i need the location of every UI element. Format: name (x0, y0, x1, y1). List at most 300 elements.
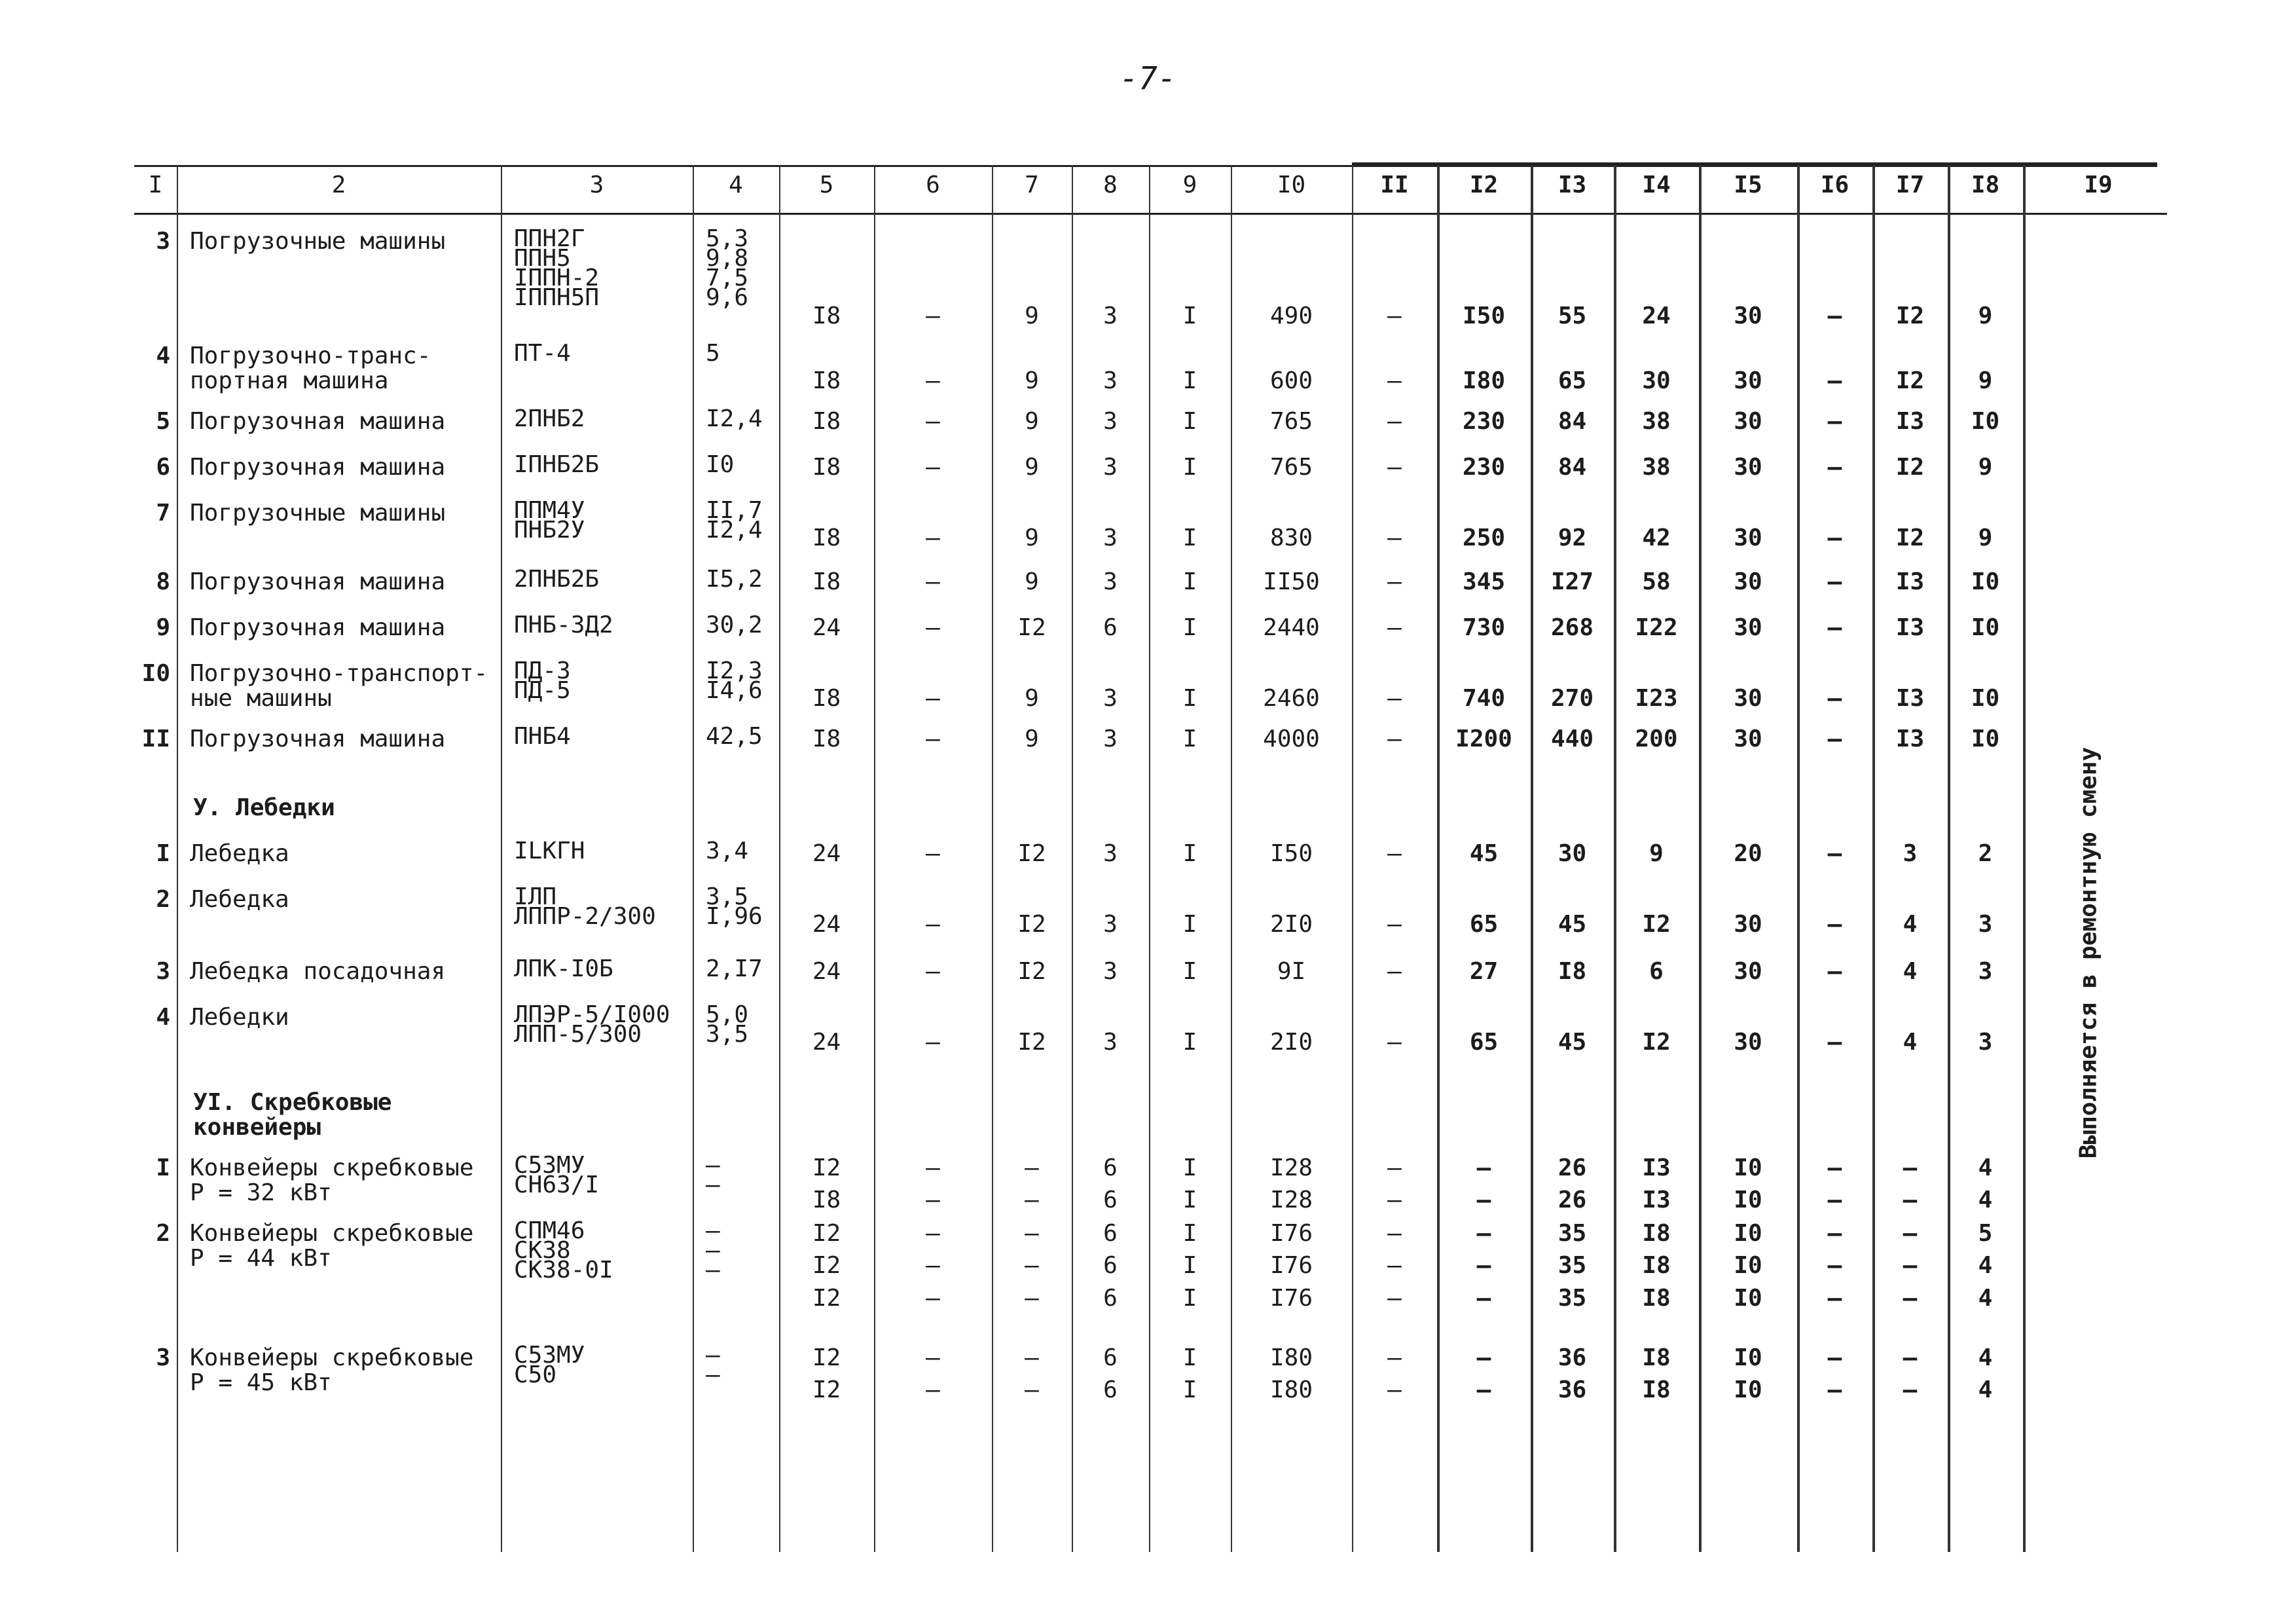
value-cell: 765 (1269, 454, 1313, 481)
value-cell: 740 (1462, 685, 1506, 712)
value-cell: – (706, 1361, 720, 1388)
value-cell: 9,8 (706, 245, 749, 272)
value-cell: 2I0 (1269, 1029, 1313, 1056)
column-header: I0 (1277, 172, 1306, 198)
row-number: 5 (156, 408, 170, 435)
column-header: I8 (1971, 172, 2000, 198)
value-cell: – (1827, 1252, 1842, 1280)
model-code: ЛПП-5/300 (514, 1021, 642, 1048)
value-cell: I (1182, 408, 1197, 435)
value-cell: – (1903, 1284, 1918, 1312)
value-cell: – (706, 1152, 720, 1179)
value-cell: – (926, 1220, 940, 1247)
value-cell: I (1182, 1187, 1197, 1214)
value-cell: I0 (1971, 408, 2000, 435)
row-number: 6 (156, 454, 170, 481)
value-cell: – (1827, 1154, 1842, 1181)
value-cell: 6 (1649, 958, 1664, 985)
value-cell: I (1182, 1154, 1197, 1181)
column-header: I2 (1469, 172, 1499, 198)
value-cell: 3 (1978, 1029, 1993, 1056)
value-cell: 5,0 (706, 1001, 749, 1028)
column-header: 4 (729, 172, 743, 198)
value-cell: I76 (1269, 1220, 1313, 1247)
item-name: Погрузочно-транспорт- (190, 660, 488, 687)
value-cell: 58 (1642, 568, 1671, 595)
model-code: СК38-0I (514, 1257, 613, 1283)
column-header: 5 (819, 172, 834, 198)
value-cell: 6 (1103, 1376, 1118, 1404)
value-cell: – (1387, 1284, 1402, 1312)
value-cell: – (1827, 408, 1842, 435)
value-cell: 4000 (1263, 726, 1320, 752)
item-name: Лебедки (190, 1004, 289, 1031)
item-name: Погрузочная машина (190, 726, 446, 752)
value-cell: 30 (1734, 614, 1762, 641)
side-note (2069, 747, 2108, 1159)
value-cell: – (1387, 1220, 1402, 1247)
value-cell: I2,4 (706, 517, 763, 544)
value-cell: 20 (1734, 840, 1762, 867)
row-number: I (156, 1154, 170, 1181)
value-cell: 3 (1103, 367, 1118, 394)
value-cell: 3,5 (706, 883, 749, 910)
value-cell: 24 (812, 958, 841, 985)
value-cell: 35 (1558, 1220, 1587, 1247)
value-cell: I8 (812, 685, 841, 712)
value-cell: – (1476, 1344, 1491, 1371)
model-code: ПД-3 (514, 657, 571, 684)
value-cell: – (926, 1376, 940, 1404)
value-cell: – (1387, 367, 1402, 394)
value-cell: I0 (1734, 1187, 1762, 1214)
value-cell: 230 (1462, 454, 1506, 481)
value-cell: 3 (1103, 1029, 1118, 1056)
value-cell: 5 (1978, 1220, 1993, 1247)
value-cell: I27 (1550, 568, 1594, 595)
row-number: 8 (156, 568, 170, 595)
value-cell: 30 (1734, 568, 1762, 595)
value-cell: 3 (1103, 911, 1118, 938)
value-cell: I8 (812, 726, 841, 752)
value-cell: I3 (1895, 614, 1925, 641)
value-cell: – (926, 1252, 940, 1280)
value-cell: I (1182, 1376, 1197, 1404)
value-cell: I76 (1269, 1284, 1313, 1312)
row-number: 3 (156, 1344, 170, 1371)
value-cell: 9 (1025, 408, 1039, 435)
value-cell: 9 (1978, 525, 1993, 551)
column-header: 9 (1182, 172, 1197, 198)
value-cell: – (1387, 568, 1402, 595)
model-code: ППМ4У (514, 497, 585, 524)
value-cell: I8 (1642, 1284, 1671, 1312)
value-cell: I8 (812, 525, 841, 551)
value-cell: – (1827, 568, 1842, 595)
value-cell: 3 (1903, 840, 1918, 867)
value-cell: – (1476, 1154, 1491, 1181)
item-name: Погрузочные машины (190, 228, 446, 255)
value-cell: 600 (1269, 367, 1313, 394)
value-cell: – (706, 1257, 720, 1283)
column-header: II (1380, 172, 1409, 198)
value-cell: 4 (1978, 1154, 1993, 1181)
column-header: I3 (1558, 172, 1587, 198)
value-cell: – (1827, 958, 1842, 985)
value-cell: I80 (1462, 367, 1506, 394)
value-cell: – (1903, 1154, 1918, 1181)
value-cell: – (1387, 525, 1402, 551)
value-cell: 6 (1103, 1284, 1118, 1312)
model-code: ILKГН (514, 838, 585, 864)
value-cell: 3 (1103, 408, 1118, 435)
value-cell: I (1182, 367, 1197, 394)
value-cell: – (926, 1344, 940, 1371)
value-cell: 3 (1103, 454, 1118, 481)
value-cell: I0 (1971, 568, 2000, 595)
value-cell: 30,2 (706, 612, 763, 638)
model-code: ЛПЭР-5/I000 (514, 1001, 670, 1028)
value-cell: I (1182, 1029, 1197, 1056)
value-cell: 5,3 (706, 225, 749, 252)
value-cell: 27 (1469, 958, 1499, 985)
value-cell: 38 (1642, 408, 1671, 435)
item-name: Погрузочные машины (190, 500, 446, 526)
column-rule (177, 165, 178, 1552)
value-cell: 30 (1734, 726, 1762, 752)
value-cell: – (926, 1284, 940, 1312)
value-cell: – (926, 911, 940, 938)
value-cell: 6 (1103, 1344, 1118, 1371)
value-cell: 9 (1978, 367, 1993, 394)
value-cell: 3,4 (706, 838, 749, 864)
value-cell: I2 (1642, 911, 1671, 938)
value-cell: – (1025, 1376, 1039, 1404)
value-cell: – (1827, 1029, 1842, 1056)
value-cell: I2 (1017, 958, 1046, 985)
row-number: I (156, 840, 170, 867)
column-header: I5 (1734, 172, 1762, 198)
value-cell: I (1182, 958, 1197, 985)
value-cell: – (1025, 1220, 1039, 1247)
value-cell: 3,5 (706, 1021, 749, 1048)
value-cell: I50 (1462, 303, 1506, 329)
item-name: Погрузочная машина (190, 408, 446, 435)
value-cell: 4 (1903, 1029, 1918, 1056)
value-cell: I (1182, 685, 1197, 712)
value-cell: 830 (1269, 525, 1313, 551)
column-header: 8 (1103, 172, 1118, 198)
value-cell: 24 (1642, 303, 1671, 329)
value-cell: – (1476, 1376, 1491, 1404)
value-cell: I8 (1642, 1252, 1671, 1280)
column-header: 2 (331, 172, 346, 198)
value-cell: 9 (1025, 726, 1039, 752)
value-cell: 3 (1103, 958, 1118, 985)
column-header: I6 (1820, 172, 1850, 198)
column-rule (693, 165, 694, 1552)
value-cell: 36 (1558, 1344, 1587, 1371)
value-cell: 2 (1978, 840, 1993, 867)
value-cell: – (1387, 840, 1402, 867)
value-cell: 24 (812, 911, 841, 938)
row-number: I0 (141, 660, 170, 687)
value-cell: 5 (706, 340, 720, 367)
value-cell: – (1476, 1220, 1491, 1247)
value-cell: 4 (1903, 911, 1918, 938)
value-cell: I5,2 (706, 566, 763, 593)
value-cell: 9 (1025, 525, 1039, 551)
value-cell: – (1827, 685, 1842, 712)
model-code: ЛПК-I0Б (514, 955, 613, 982)
value-cell: – (1903, 1252, 1918, 1280)
value-cell: I0 (1734, 1284, 1762, 1312)
value-cell: I (1182, 1284, 1197, 1312)
model-code: IППН5П (514, 284, 600, 311)
value-cell: 3 (1103, 568, 1118, 595)
value-cell: I (1182, 614, 1197, 641)
value-cell: – (926, 303, 940, 329)
value-cell: – (1476, 1252, 1491, 1280)
value-cell: 45 (1558, 1029, 1587, 1056)
value-cell: 45 (1469, 840, 1499, 867)
value-cell: I2 (812, 1154, 841, 1181)
value-cell: 24 (812, 614, 841, 641)
value-cell: I28 (1269, 1154, 1313, 1181)
value-cell: 3 (1103, 685, 1118, 712)
value-cell: – (1903, 1220, 1918, 1247)
value-cell: 30 (1734, 685, 1762, 712)
value-cell: I0 (706, 451, 735, 478)
value-cell: I2 (812, 1344, 841, 1371)
model-code: 2ПНБ2Б (514, 566, 600, 593)
value-cell: 4 (1978, 1284, 1993, 1312)
value-cell: I,96 (706, 903, 763, 930)
value-cell: I (1182, 1252, 1197, 1280)
model-code: ПНБ4 (514, 723, 571, 750)
column-header: 6 (926, 172, 940, 198)
section-heading: У. Лебедки (193, 794, 335, 821)
value-cell: – (926, 1029, 940, 1056)
value-cell: – (1387, 1187, 1402, 1214)
value-cell: 35 (1558, 1284, 1587, 1312)
value-cell: II,7 (706, 497, 763, 524)
value-cell: I8 (1558, 958, 1587, 985)
model-code: ППН2Г (514, 225, 585, 252)
value-cell: 36 (1558, 1376, 1587, 1404)
value-cell: 30 (1734, 303, 1762, 329)
value-cell: I2 (1895, 525, 1925, 551)
value-cell: 65 (1558, 367, 1587, 394)
value-cell: I3 (1895, 568, 1925, 595)
value-cell: I23 (1635, 685, 1678, 712)
value-cell: 2I0 (1269, 911, 1313, 938)
value-cell: 9 (1025, 454, 1039, 481)
item-name: портная машина (190, 367, 389, 394)
column-header: 3 (589, 172, 604, 198)
model-code: С53МУ (514, 1152, 585, 1179)
value-cell: 30 (1734, 911, 1762, 938)
value-cell: I0 (1734, 1252, 1762, 1280)
value-cell: – (1827, 1344, 1842, 1371)
model-code: IЛП (514, 883, 557, 910)
value-cell: I50 (1269, 840, 1313, 867)
value-cell: I4,6 (706, 677, 763, 704)
column-header: I7 (1895, 172, 1925, 198)
value-cell: I (1182, 1220, 1197, 1247)
value-cell: – (1827, 911, 1842, 938)
value-cell: 38 (1642, 454, 1671, 481)
row-number: 3 (156, 958, 170, 985)
value-cell: 6 (1103, 1252, 1118, 1280)
row-number: 9 (156, 614, 170, 641)
value-cell: I8 (812, 454, 841, 481)
value-cell: – (1025, 1252, 1039, 1280)
value-cell: 3 (1103, 525, 1118, 551)
value-cell: – (706, 1172, 720, 1198)
item-name: P = 32 кВт (190, 1179, 332, 1206)
value-cell: 4 (1978, 1344, 1993, 1371)
value-cell: I2 (1017, 840, 1046, 867)
value-cell: I2 (1017, 614, 1046, 641)
model-code: ЛППР-2/300 (514, 903, 656, 930)
value-cell: I3 (1642, 1154, 1671, 1181)
value-cell: – (926, 367, 940, 394)
value-cell: 30 (1734, 367, 1762, 394)
value-cell: I8 (812, 303, 841, 329)
model-code: С50 (514, 1361, 557, 1388)
value-cell: I8 (1642, 1344, 1671, 1371)
value-cell: 30 (1642, 367, 1671, 394)
value-cell: I8 (812, 408, 841, 435)
value-cell: 3 (1978, 958, 1993, 985)
value-cell: – (1476, 1187, 1491, 1214)
value-cell: – (1387, 1252, 1402, 1280)
value-cell: – (926, 1187, 940, 1214)
row-number: 2 (156, 886, 170, 913)
value-cell: – (1387, 1029, 1402, 1056)
value-cell: I2,3 (706, 657, 763, 684)
value-cell: 9 (1025, 367, 1039, 394)
value-cell: I80 (1269, 1376, 1313, 1404)
value-cell: – (926, 454, 940, 481)
value-cell: I2 (1642, 1029, 1671, 1056)
value-cell: 6 (1103, 1154, 1118, 1181)
item-name: Лебедка (190, 886, 289, 913)
value-cell: – (1387, 726, 1402, 752)
value-cell: – (1903, 1344, 1918, 1371)
value-cell: 4 (1978, 1187, 1993, 1214)
value-cell: 26 (1558, 1154, 1587, 1181)
value-cell: 3 (1978, 911, 1993, 938)
value-cell: 4 (1903, 958, 1918, 985)
model-code: ПНБ-3Д2 (514, 612, 613, 638)
value-cell: – (1025, 1154, 1039, 1181)
value-cell: I76 (1269, 1252, 1313, 1280)
value-cell: – (926, 408, 940, 435)
value-cell: 9I (1277, 958, 1306, 985)
item-name: Погрузочная машина (190, 614, 446, 641)
value-cell: 2460 (1263, 685, 1320, 712)
value-cell: 30 (1558, 840, 1587, 867)
page-number: -7- (1120, 60, 1176, 97)
column-header: I4 (1642, 172, 1671, 198)
value-cell: I2 (812, 1284, 841, 1312)
model-code: СПМ46 (514, 1217, 585, 1244)
value-cell: – (1387, 1154, 1402, 1181)
value-cell: – (1827, 367, 1842, 394)
value-cell: 230 (1462, 408, 1506, 435)
value-cell: I2 (1895, 454, 1925, 481)
value-cell: – (1387, 685, 1402, 712)
value-cell: II50 (1263, 568, 1320, 595)
value-cell: – (1827, 840, 1842, 867)
item-name: Конвейеры скребковые (190, 1220, 474, 1247)
side-note-text: Выполняется в ремонтную смену (2075, 747, 2102, 1159)
section-heading: УI. Скребковые конвейеры (193, 1089, 392, 1141)
value-cell: 9 (1025, 303, 1039, 329)
item-name: ные машины (190, 685, 332, 712)
value-cell: 6 (1103, 1187, 1118, 1214)
item-name: P = 44 кВт (190, 1245, 332, 1272)
value-cell: I8 (812, 367, 841, 394)
value-cell: 9 (1025, 568, 1039, 595)
value-cell: – (926, 726, 940, 752)
value-cell: I8 (812, 1187, 841, 1214)
value-cell: 2,I7 (706, 955, 763, 982)
column-rule (2023, 165, 2026, 1552)
value-cell: 9 (1649, 840, 1664, 867)
value-cell: I0 (1971, 685, 2000, 712)
value-cell: 345 (1462, 568, 1506, 595)
value-cell: 250 (1462, 525, 1506, 551)
value-cell: 42,5 (706, 723, 763, 750)
header-bottom-rule (134, 213, 2167, 215)
value-cell: I (1182, 911, 1197, 938)
value-cell: I80 (1269, 1344, 1313, 1371)
item-name: P = 45 кВт (190, 1369, 332, 1396)
value-cell: – (1827, 454, 1842, 481)
value-cell: I (1182, 303, 1197, 329)
item-name: Лебедка (190, 840, 289, 867)
value-cell: I3 (1895, 408, 1925, 435)
value-cell: 7,5 (706, 265, 749, 291)
item-name: Конвейеры скребковые (190, 1154, 474, 1181)
value-cell: 6 (1103, 1220, 1118, 1247)
row-number: 2 (156, 1220, 170, 1247)
value-cell: – (926, 685, 940, 712)
value-cell: – (1476, 1284, 1491, 1312)
column-header: 7 (1025, 172, 1039, 198)
value-cell: – (1903, 1376, 1918, 1404)
value-cell: – (1387, 454, 1402, 481)
row-number: 4 (156, 1004, 170, 1031)
value-cell: 3 (1103, 726, 1118, 752)
value-cell: I2 (1017, 1029, 1046, 1056)
value-cell: 24 (812, 1029, 841, 1056)
value-cell: – (1387, 911, 1402, 938)
value-cell: 3 (1103, 303, 1118, 329)
value-cell: – (1387, 303, 1402, 329)
value-cell: – (1387, 408, 1402, 435)
model-code: IПНБ2Б (514, 451, 600, 478)
value-cell: 6 (1103, 614, 1118, 641)
value-cell: I (1182, 1344, 1197, 1371)
value-cell: 35 (1558, 1252, 1587, 1280)
value-cell: 490 (1269, 303, 1313, 329)
value-cell: 65 (1469, 1029, 1499, 1056)
value-cell: – (1387, 958, 1402, 985)
